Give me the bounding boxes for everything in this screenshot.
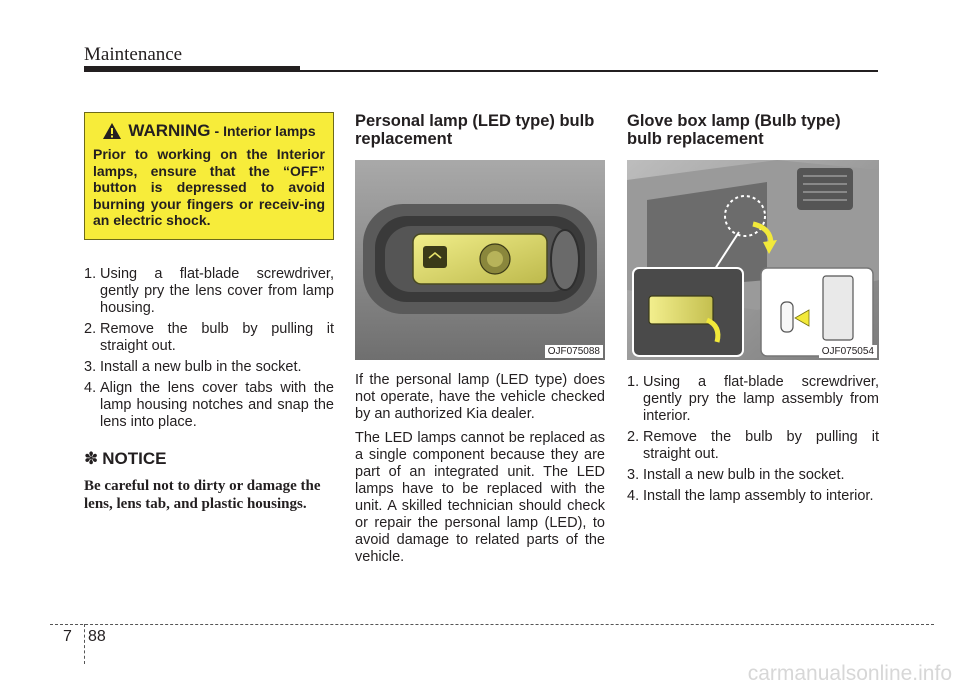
list-item	[84, 266, 334, 317]
step-number: 4.	[84, 379, 97, 396]
personal-lamp-illustration	[355, 160, 605, 360]
footer-divider	[84, 624, 85, 664]
page-number: 88	[88, 628, 106, 645]
column-left	[84, 112, 334, 513]
section-heading-glove-box-lamp: Glove box lamp (Bulb type) bulb replacement	[627, 112, 841, 148]
step-text: Install the lamp assembly to interior.	[643, 488, 874, 504]
column-right	[627, 112, 879, 509]
step-text: Using a flat-blade screwdriver, gently pry the lamp assembly from interior.	[643, 374, 879, 424]
personal-lamp-figure	[355, 160, 605, 360]
paragraph: The LED lamps cannot be replaced as a single component because they are part of an integrated unit. The LED lamps have to be replaced with the unit. A skilled technician should check or repair the personal lamp (LED), to avoid damage to related parts of the vehicle.	[355, 430, 605, 565]
step-text: Using a flat-blade screwdriver, gently pry the lens cover from lamp housing.	[100, 265, 334, 316]
step-number: 3.	[627, 467, 640, 483]
notice-title: NOTICE	[102, 448, 167, 468]
header-rule-thin	[300, 70, 878, 72]
step-number: 2.	[84, 320, 97, 337]
step-text: Remove the bulb by pulling it straight out.	[643, 429, 879, 462]
step-number: 3.	[84, 358, 97, 375]
list-item	[627, 374, 879, 425]
column-middle	[355, 112, 605, 566]
step-number: 1.	[627, 374, 640, 390]
section-number: 7	[63, 628, 72, 645]
notice-text: Be careful not to dirty or damage the lens, lens tab, and plastic housings.	[84, 477, 321, 512]
warning-header	[93, 122, 325, 140]
notice-mark-icon: ✽	[84, 448, 99, 468]
list-item	[84, 380, 334, 431]
list-item	[627, 467, 879, 484]
step-number: 4.	[627, 488, 640, 504]
glove-box-illustration	[627, 160, 879, 360]
warning-triangle-icon	[102, 122, 122, 140]
page-header-title: Maintenance	[84, 44, 183, 65]
list-item	[84, 359, 334, 376]
step-text: Remove the bulb by pulling it straight out.	[100, 320, 334, 354]
warning-text: Prior to working on the Interior lamps, ensure that the “OFF” button is depressed to avoid burning your fingers or receiv-ing an electric shock.	[93, 146, 325, 228]
warning-subtitle: - Interior lamps	[214, 122, 316, 139]
step-number: 1.	[84, 265, 97, 282]
step-text: Install a new bulb in the socket.	[100, 358, 302, 375]
watermark: carmanualsonline.info	[747, 662, 952, 685]
notice-heading	[84, 449, 334, 469]
list-item	[84, 321, 334, 355]
list-item	[627, 488, 879, 505]
figure-label: OJF075054	[819, 345, 877, 358]
footer-rule	[50, 624, 934, 625]
list-item	[627, 429, 879, 463]
glove-box-lamp-figure	[627, 160, 879, 360]
step-text: Install a new bulb in the socket.	[643, 467, 845, 483]
paragraph: If the personal lamp (LED type) does not operate, have the vehicle checked by an authorized Kia dealer.	[355, 372, 605, 422]
glove-box-steps	[627, 374, 879, 505]
section-heading-personal-lamp: Personal lamp (LED type) bulb replacement	[355, 112, 595, 148]
header-rule-thick	[84, 66, 300, 72]
figure-label: OJF075088	[545, 345, 603, 358]
warning-box	[84, 112, 334, 240]
warning-title: WARNING	[128, 120, 211, 140]
step-number: 2.	[627, 429, 640, 445]
interior-lamp-steps	[84, 266, 334, 431]
step-text: Align the lens cover tabs with the lamp housing notches and snap the lens into place.	[100, 379, 334, 430]
